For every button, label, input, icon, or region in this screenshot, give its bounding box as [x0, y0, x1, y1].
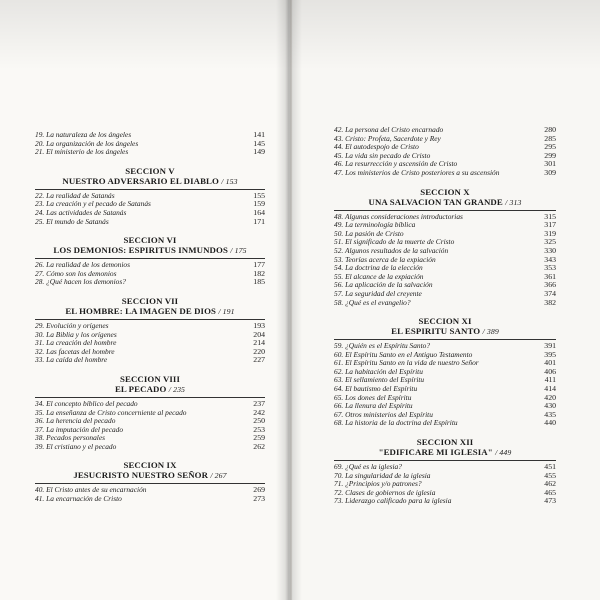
toc-entry-title: 22. La realidad de Satanás — [35, 191, 115, 200]
section-rule — [35, 258, 265, 259]
section-heading — [334, 187, 556, 208]
toc-entry-page: 374 — [544, 288, 556, 298]
section-heading — [35, 166, 265, 187]
toc-entry — [35, 200, 265, 209]
toc-entry-title: 46. La resurrección y ascensión de Cristo — [334, 160, 458, 169]
toc-entry-page: 164 — [253, 207, 265, 217]
toc-entry-title: 60. El Espíritu Santo en el Antiguo Testamento — [334, 350, 473, 359]
section-label: SECCION IX — [123, 460, 177, 471]
toc-entry-title: 58. ¿Qué es el evangelio? — [334, 298, 411, 307]
toc-entry-title: 30. La Biblia y los orígenes — [35, 330, 117, 339]
toc-entry-title: 48. Algunas consideraciones introductorias — [334, 212, 463, 221]
toc-entry — [35, 426, 265, 435]
toc-entry — [334, 213, 556, 222]
toc-entry — [35, 218, 265, 227]
toc-entry-title: 67. Otros ministerios del Espíritu — [334, 410, 433, 419]
section-start-page: / 153 — [221, 176, 238, 186]
toc-entry-title: 29. Evolución y orígenes — [35, 321, 109, 330]
toc-entry-title: 43. Cristo: Profeta, Sacerdote y Rey — [334, 134, 441, 143]
page-shadow — [0, 0, 600, 70]
section-rule — [35, 483, 265, 484]
book-gutter — [276, 0, 302, 600]
toc-entry-title: 35. La enseñanza de Cristo concerniente al pecado — [35, 408, 187, 417]
toc-entry-page: 473 — [544, 496, 556, 506]
section-title-line — [35, 384, 265, 395]
toc-entry-page: 227 — [253, 355, 265, 365]
toc-entry-title: 33. La caída del hombre — [35, 356, 108, 365]
section-heading — [35, 235, 265, 256]
toc-entry — [35, 270, 265, 279]
toc-entry-page: 280 — [544, 125, 556, 134]
toc-entry — [334, 126, 556, 135]
toc-entry-title: 51. El significado de la muerte de Cristo — [334, 238, 455, 247]
toc-entry — [334, 135, 556, 144]
section-title: NUESTRO ADVERSARIO EL DIABLO — [62, 175, 219, 186]
toc-entry — [35, 140, 265, 149]
section-title: UNA SALVACION TAN GRANDE — [368, 196, 503, 207]
section-title: EL ESPIRITU SANTO — [391, 326, 481, 337]
left-toc-column — [35, 131, 265, 504]
toc-entry-page: 155 — [253, 190, 265, 200]
toc-entry — [334, 419, 556, 428]
toc-entry-page: 330 — [544, 245, 556, 255]
toc-entry — [334, 160, 556, 169]
section-rule — [35, 189, 265, 190]
toc-entry-title: 59. ¿Quién es el Espíritu Santo? — [334, 342, 431, 351]
toc-entry-title: 34. El concepto bíblico del pecado — [35, 399, 138, 408]
toc-entry — [35, 331, 265, 340]
section-title-line — [35, 245, 265, 256]
toc-entry — [35, 148, 265, 157]
toc-entry-page: 430 — [544, 401, 556, 411]
toc-entry-page: 214 — [253, 338, 265, 348]
section-title-line — [334, 326, 556, 337]
section-title-line — [35, 306, 265, 317]
toc-entry-title: 71. ¿Principios y/o patrones? — [334, 480, 422, 489]
toc-entry-page: 269 — [253, 485, 265, 495]
section-title: EL PECADO — [114, 383, 167, 394]
section-rule — [35, 397, 265, 398]
toc-entry-title: 47. Los ministerios de Cristo posteriores a su ascensión — [334, 168, 500, 177]
toc-entry — [334, 221, 556, 230]
section-title-line — [334, 197, 556, 208]
toc-entry-title: 39. El cristiano y el pecado — [35, 442, 117, 451]
toc-entry-page: 411 — [544, 375, 556, 385]
toc-entry-page: 285 — [544, 133, 556, 143]
toc-entry — [334, 230, 556, 239]
toc-entry-title: 55. El alcance de la expiación — [334, 272, 424, 281]
section-heading — [334, 316, 556, 337]
toc-entry-page: 242 — [253, 407, 265, 417]
toc-entry — [334, 402, 556, 411]
toc-entry — [334, 411, 556, 420]
toc-entry — [334, 143, 556, 152]
toc-entry-page: 273 — [253, 494, 265, 504]
toc-entry-page: 262 — [253, 441, 265, 451]
toc-entry-page: 171 — [253, 216, 265, 226]
toc-entry — [35, 486, 265, 495]
toc-entry — [334, 152, 556, 161]
toc-entry-page: 406 — [544, 366, 556, 376]
toc-entry-page: 395 — [544, 349, 556, 359]
toc-entry-page: 343 — [544, 254, 556, 264]
toc-entry-title: 50. La pasión de Cristo — [334, 229, 404, 238]
toc-entry-page: 401 — [544, 358, 556, 368]
toc-entry — [35, 434, 265, 443]
toc-entry-title: 31. La creación del hombre — [35, 339, 117, 348]
toc-entry-title: 54. La doctrina de la elección — [334, 264, 423, 273]
toc-entry-page: 204 — [253, 329, 265, 339]
toc-entry-title: 69. ¿Qué es la iglesia? — [334, 463, 402, 472]
section-heading — [35, 460, 265, 481]
toc-entry — [334, 238, 556, 247]
toc-entry — [334, 480, 556, 489]
toc-entry-page: 253 — [253, 424, 265, 434]
toc-entry-title: 64. El bautismo del Espíritu — [334, 385, 418, 394]
toc-entry-page: 366 — [544, 280, 556, 290]
toc-entry-page: 145 — [253, 138, 265, 148]
toc-entry — [334, 394, 556, 403]
toc-entry — [35, 209, 265, 218]
toc-entry-page: 309 — [544, 167, 556, 177]
toc-entry-title: 62. La habitación del Espíritu — [334, 367, 423, 376]
toc-entry-page: 435 — [544, 409, 556, 419]
section-label: SECCION XII — [416, 437, 474, 448]
section-title-line — [35, 176, 265, 187]
section-label: SECCION X — [420, 186, 470, 197]
toc-entry-page: 465 — [544, 487, 556, 497]
toc-entry — [334, 281, 556, 290]
toc-entry — [334, 368, 556, 377]
toc-entry — [334, 463, 556, 472]
section-title-line — [334, 447, 556, 458]
toc-entry — [334, 472, 556, 481]
toc-entry-page: 220 — [253, 346, 265, 356]
section-title: LOS DEMONIOS: ESPIRITUS INMUNDOS — [53, 245, 228, 256]
toc-entry-page: 295 — [544, 142, 556, 152]
toc-entry-page: 382 — [544, 297, 556, 307]
section-title: JESUCRISTO NUESTRO SEÑOR — [73, 470, 209, 481]
section-title: EL HOMBRE: LA IMAGEN DE DIOS — [65, 305, 217, 316]
toc-entry — [334, 342, 556, 351]
toc-entry-page: 299 — [544, 150, 556, 160]
toc-entry-page: 149 — [253, 147, 265, 157]
toc-entry-title: 19. La naturaleza de los ángeles — [35, 131, 132, 139]
section-start-page: / 267 — [210, 471, 227, 481]
toc-entry — [334, 359, 556, 368]
toc-entry-title: 36. La herencia del pecado — [35, 417, 116, 426]
section-start-page: / 175 — [230, 246, 247, 256]
toc-entry — [35, 409, 265, 418]
toc-entry-page: 259 — [253, 433, 265, 443]
toc-entry-page: 440 — [544, 418, 556, 428]
toc-entry-title: 57. La seguridad del creyente — [334, 289, 422, 298]
toc-entry-page: 353 — [544, 263, 556, 273]
right-toc-column — [334, 126, 556, 506]
toc-entry-title: 63. El sellamiento del Espíritu — [334, 376, 425, 385]
toc-entry-page: 451 — [544, 462, 556, 472]
toc-entry-title: 42. La persona del Cristo encarnado — [334, 126, 444, 134]
toc-entry — [334, 299, 556, 308]
toc-entry-title: 73. Liderazgo calificado para la iglesia — [334, 497, 452, 506]
toc-entry — [35, 400, 265, 409]
section-heading — [334, 437, 556, 458]
toc-entry-title: 56. La aplicación de la salvación — [334, 281, 433, 290]
toc-entry-page: 177 — [253, 260, 265, 270]
toc-entry-title: 72. Clases de gobiernos de iglesia — [334, 488, 436, 497]
toc-entry-title: 23. La creación y el pecado de Satanás — [35, 200, 151, 209]
toc-entry-title: 52. Algunos resultados de la salvación — [334, 246, 449, 255]
toc-entry — [35, 356, 265, 365]
toc-entry-page: 141 — [253, 130, 265, 139]
toc-entry-page: 237 — [253, 398, 265, 408]
section-label: SECCION VI — [123, 235, 177, 246]
section-start-page: / 191 — [218, 306, 235, 316]
section-start-page: / 235 — [168, 384, 186, 394]
toc-entry-page: 420 — [544, 392, 556, 402]
toc-entry-title: 40. El Cristo antes de su encarnación — [35, 486, 147, 495]
toc-entry-page: 185 — [253, 277, 265, 287]
toc-entry-page: 325 — [544, 237, 556, 247]
section-start-page: / 389 — [482, 327, 499, 337]
toc-entry-page: 319 — [544, 228, 556, 238]
section-heading — [35, 296, 265, 317]
toc-entry-title: 21. El ministerio de los ángeles — [35, 148, 129, 157]
toc-entry — [35, 443, 265, 452]
toc-entry — [334, 497, 556, 506]
toc-entry — [35, 322, 265, 331]
toc-entry-title: 26. La realidad de los demonios — [35, 261, 130, 270]
toc-entry-title: 65. Los dones del Espíritu — [334, 393, 412, 402]
toc-entry — [334, 264, 556, 273]
toc-entry-title: 20. La organización de los ángeles — [35, 139, 139, 148]
toc-entry-page: 462 — [544, 479, 556, 489]
toc-entry-title: 32. Las facetas del hombre — [35, 347, 115, 356]
toc-entry — [334, 489, 556, 498]
toc-entry-title: 24. Las actividades de Satanás — [35, 208, 127, 217]
toc-entry — [334, 256, 556, 265]
section-label: SECCION V — [125, 165, 175, 176]
section-rule — [334, 210, 556, 211]
toc-entry-page: 317 — [544, 220, 556, 230]
toc-entry-title: 41. La encarnación de Cristo — [35, 495, 122, 504]
toc-entry — [334, 376, 556, 385]
toc-entry-page: 361 — [544, 271, 556, 281]
toc-entry — [35, 417, 265, 426]
toc-entry-title: 68. La historia de la doctrina del Espíritu — [334, 419, 458, 428]
toc-entry-title: 66. La llenura del Espíritu — [334, 402, 413, 411]
toc-entry-title: 25. El mundo de Satanás — [35, 217, 109, 226]
toc-entry-page: 193 — [253, 320, 265, 330]
toc-entry-title: 27. Cómo son los demonios — [35, 269, 117, 278]
toc-entry — [334, 290, 556, 299]
toc-entry — [334, 273, 556, 282]
toc-entry-page: 455 — [544, 470, 556, 480]
toc-entry-page: 250 — [253, 416, 265, 426]
toc-entry-page: 414 — [544, 384, 556, 394]
section-heading — [35, 374, 265, 395]
toc-entry-title: 38. Pecados personales — [35, 434, 105, 443]
section-rule — [35, 319, 265, 320]
section-label: SECCION XI — [418, 316, 472, 327]
toc-entry — [35, 495, 265, 504]
section-label: SECCION VII — [121, 295, 179, 306]
toc-entry — [334, 385, 556, 394]
toc-entry-page: 182 — [253, 268, 265, 278]
toc-entry-title: 70. La singularidad de la iglesia — [334, 471, 431, 480]
toc-entry — [334, 169, 556, 178]
toc-entry-page: 159 — [253, 199, 265, 209]
toc-entry — [35, 339, 265, 348]
toc-entry — [334, 351, 556, 360]
toc-entry — [35, 261, 265, 270]
section-title: "EDIFICARE MI IGLESIA" — [378, 447, 493, 458]
section-title-line — [35, 470, 265, 481]
toc-entry — [35, 278, 265, 287]
section-start-page: / 313 — [505, 197, 522, 207]
toc-entry-page: 391 — [544, 341, 556, 351]
section-label: SECCION VIII — [120, 373, 180, 384]
section-rule — [334, 460, 556, 461]
toc-entry — [35, 131, 265, 140]
toc-entry-title: 53. Teorías acerca de la expiación — [334, 255, 436, 264]
toc-entry — [334, 247, 556, 256]
toc-entry-page: 315 — [544, 211, 556, 221]
toc-entry-page: 301 — [544, 159, 556, 169]
toc-entry — [35, 192, 265, 201]
section-start-page: / 449 — [495, 448, 512, 458]
section-rule — [334, 339, 556, 340]
toc-entry-title: 37. La imputación del pecado — [35, 425, 124, 434]
toc-entry-title: 28. ¿Qué hacen los demonios? — [35, 278, 126, 287]
toc-entry-title: 45. La vida sin pecado de Cristo — [334, 151, 431, 160]
toc-entry — [35, 348, 265, 357]
toc-entry-title: 44. El autodespojo de Cristo — [334, 143, 419, 152]
toc-entry-title: 61. El Espíritu Santo en la vida de nuestro Señor — [334, 359, 479, 368]
toc-entry-title: 49. La terminología bíblica — [334, 221, 416, 230]
